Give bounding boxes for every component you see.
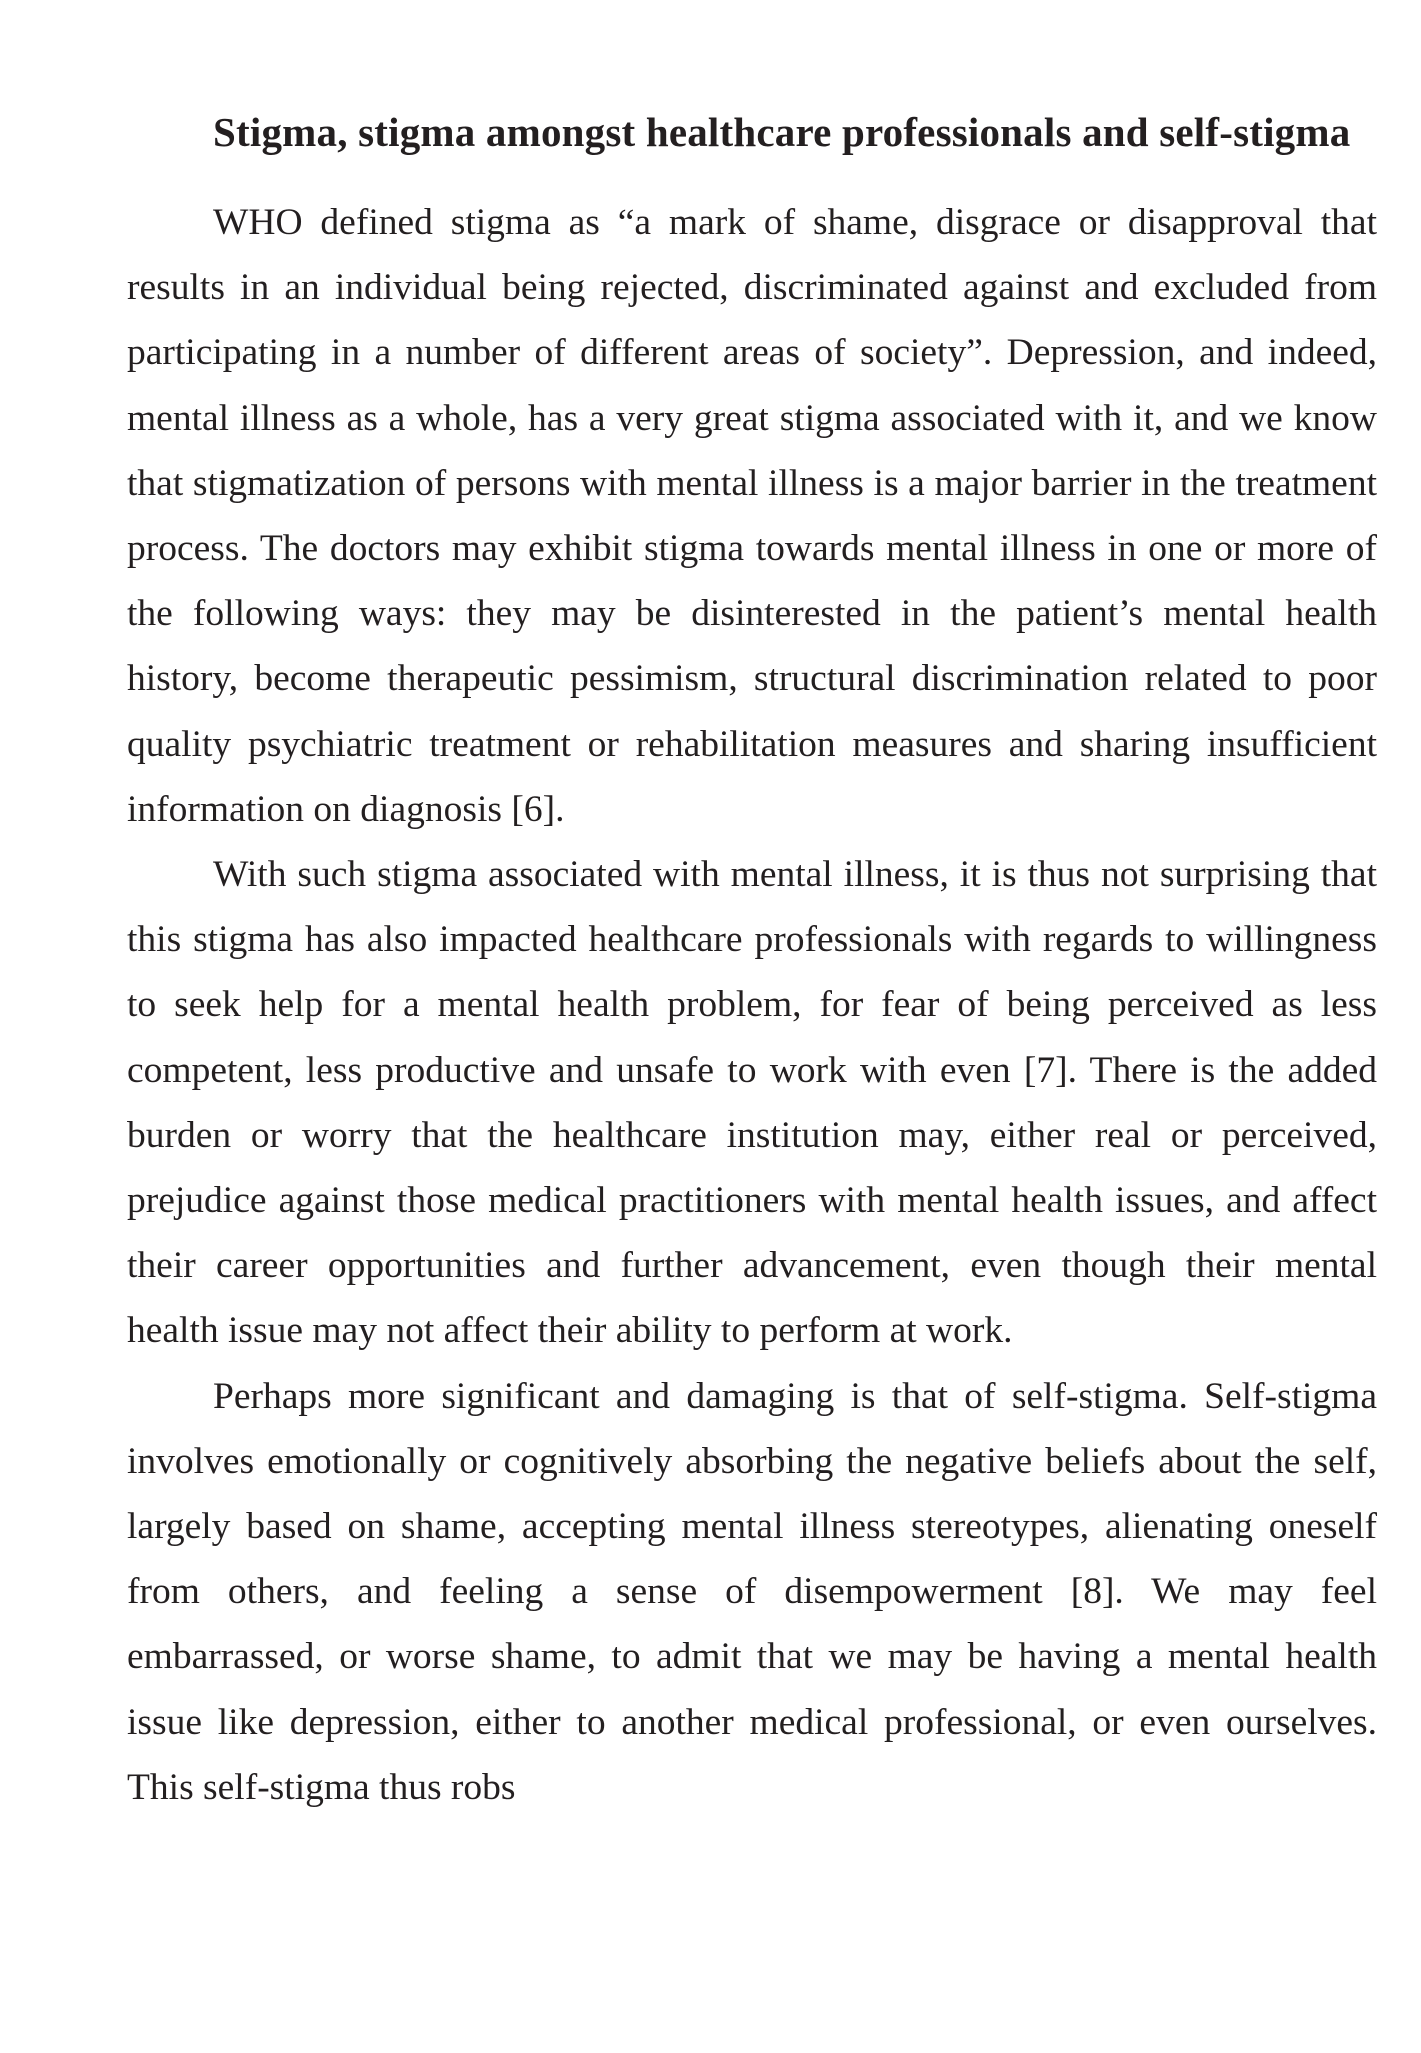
section-heading: Stigma, stigma amongst healthcare professionals and self-stigma <box>213 109 1351 155</box>
document-page <box>127 100 1377 1820</box>
paragraph-healthcare-professionals: With such stigma associated with mental illness, it is thus not surprising that this stigma has also impacted healthcare professionals with regards to willingness to seek help for a mental health problem, for fear of being perceived as less competent, less productive and unsafe to work with even [7]. There is the added burden or worry that the healthcare institution may, either real or perceived, prejudice against those medical practitioners with mental health issues, and affect their career opportunities and further advancement, even though their mental health issue may not affect their ability to perform at work. <box>127 854 1377 1352</box>
paragraph-self-stigma: Perhaps more significant and damaging is that of self-stigma. Self-stigma involves emotionally or cognitively absorbing the negative beliefs about the self, largely based on shame, accepting mental illness stereotypes, alienating oneself from others, and feeling a sense of disempowerment [8]. We may feel embarrassed, or worse shame, to admit that we may be having a mental health issue like depression, either to another medical professional, or even ourselves. This self-stigma thus robs <box>127 1375 1377 1808</box>
paragraph-who-definition: WHO defined stigma as “a mark of shame, disgrace or disapproval that results in an individual being rejected, discriminated against and excluded from participating in a number of different areas of society”. Depression, and indeed, mental illness as a whole, has a very great stigma associated with it, and we know that stigmatization of persons with mental illness is a major barrier in the treatment process. The doctors may exhibit stigma towards mental illness in one or more of the following ways: they may be disinterested in the patient’s mental health history, become therapeutic pessimism, structural discrimination related to poor quality psychiatric treatment or rehabilitation measures and sharing insufficient information on diagnosis [6]. <box>127 202 1377 830</box>
